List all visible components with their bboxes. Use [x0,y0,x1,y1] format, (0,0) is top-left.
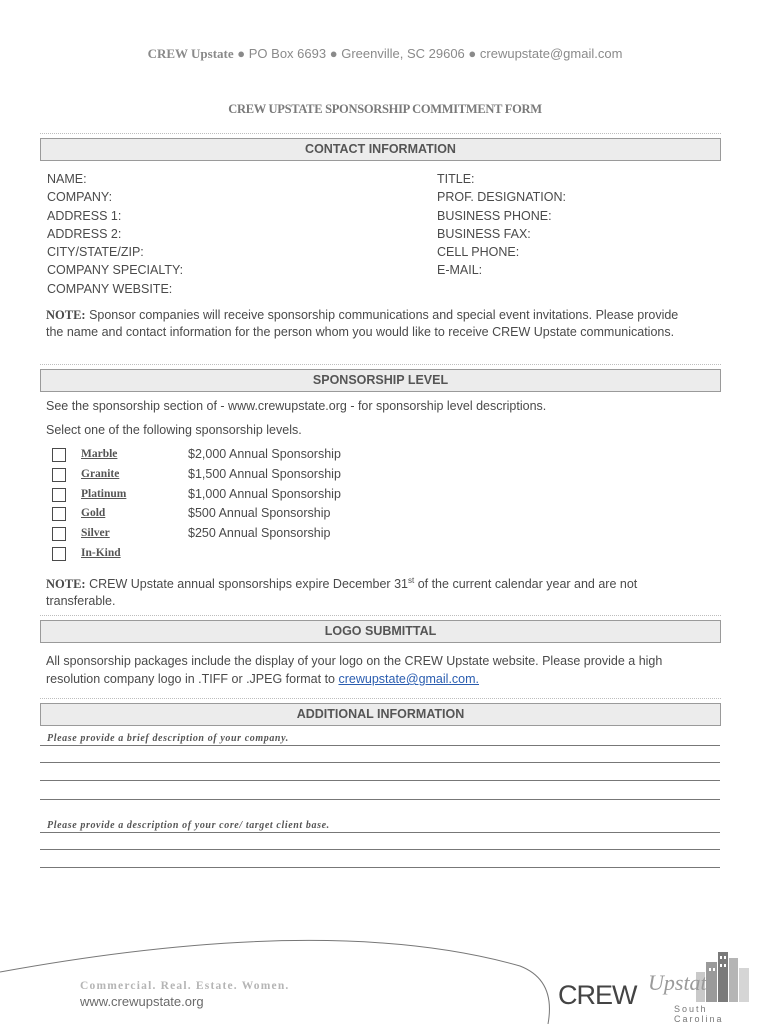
level-row-silver [52,526,452,546]
sponsorship-instruction: Select one of the following sponsorship levels. [46,423,302,437]
level-desc-granite: $1,500 Annual Sponsorship [188,467,341,481]
sponsorship-intro: See the sponsorship section of - www.crewupstate.org - for sponsorship level descriptions. [46,399,547,413]
field-label-cell-phone: CELL PHONE: [437,245,520,260]
level-row-gold [52,506,452,526]
field-label-company-specialty: COMPANY SPECIALTY: [47,263,184,278]
field-label-prof-designation: PROF. DESIGNATION: [437,190,566,205]
field-label-business-phone: BUSINESS PHONE: [437,208,552,223]
bullet-separator: ● [237,46,246,61]
write-line[interactable] [40,867,720,868]
level-desc-gold: $500 Annual Sponsorship [188,506,331,520]
checkbox-granite[interactable] [52,468,66,482]
level-name-marble: Marble [81,448,118,460]
contact-fields-right [437,170,566,280]
logo-region-text: South Carolina [674,1004,724,1024]
level-name-gold: Gold [81,507,106,519]
bullet-separator: ● [329,46,338,61]
section-header-contact: CONTACT INFORMATION [40,138,721,161]
logo-upstate-text: Upstate [648,970,717,995]
field-label-company: COMPANY: [47,190,113,205]
level-name-silver: Silver [81,527,110,539]
field-label-email: E-MAIL: [437,263,483,278]
level-row-marble [52,447,452,467]
letterhead [0,46,770,62]
write-line[interactable] [40,799,720,800]
level-row-platinum [52,487,452,507]
sponsorship-note [46,573,686,609]
letterhead-po-box: PO Box 6693 [248,46,327,61]
field-label-address-1: ADDRESS 1: [47,208,122,223]
note-text: Sponsor companies will receive sponsorship communications and special event invitations. Please provide the name and contact information for the person whom you would like to receive CREW Upstate communications. [46,308,679,339]
write-line[interactable] [40,849,720,850]
level-row-in-kind [52,546,452,566]
contact-note [46,307,686,340]
divider [40,698,721,699]
divider [40,133,721,134]
level-desc-silver: $250 Annual Sponsorship [188,526,331,540]
field-label-title: TITLE: [437,172,475,186]
form-title: CREW UPSTATE SPONSORSHIP COMMITMENT FORM [228,102,542,116]
divider [40,615,721,616]
contact-fields-left [47,170,183,298]
field-label-company-website: COMPANY WEBSITE: [47,281,173,296]
logo-instructions-text: All sponsorship packages include the display of your logo on the CREW Upstate website. Please provide a high resolution company logo in .TIFF or .JPEG format to [46,654,663,686]
note-label: NOTE: [46,308,86,322]
prompt-company-description: Please provide a brief description of your company. [47,733,289,744]
write-line[interactable] [40,832,720,833]
checkbox-gold[interactable] [52,507,66,521]
level-name-granite: Granite [81,468,120,480]
level-name-platinum: Platinum [81,488,127,500]
write-line[interactable] [40,762,720,763]
note-label: NOTE: [46,577,86,592]
logo-crew-text: CREW [558,980,637,1010]
section-header-logo: LOGO SUBMITTAL [40,620,721,643]
section-header-additional: ADDITIONAL INFORMATION [40,703,721,726]
level-desc-marble: $2,000 Annual Sponsorship [188,447,341,461]
field-label-name: NAME: [47,172,87,186]
checkbox-platinum[interactable] [52,488,66,502]
prompt-client-base: Please provide a description of your core/ target client base. [47,820,330,831]
letterhead-email: crewupstate@gmail.com [479,46,623,61]
note-text-b: of the current calendar year and are not transferable. [46,577,638,608]
checkbox-in-kind[interactable] [52,547,66,561]
email-link[interactable]: crewupstate@gmail.com. [338,672,479,686]
footer-website: www.crewupstate.org [80,994,204,1009]
bullet-separator: ● [468,46,477,61]
write-line[interactable] [40,745,720,746]
note-text-a: CREW Upstate annual sponsorships expire December 31 [85,577,408,592]
crew-upstate-logo [556,944,756,1024]
field-label-city-state-zip: CITY/STATE/ZIP: [47,245,144,260]
write-line[interactable] [40,780,720,781]
letterhead-city: Greenville, SC 29606 [341,46,465,61]
level-desc-platinum: $1,000 Annual Sponsorship [188,487,341,501]
section-header-sponsorship: SPONSORSHIP LEVEL [40,369,721,392]
checkbox-marble[interactable] [52,448,66,462]
field-label-address-2: ADDRESS 2: [47,226,122,241]
field-label-business-fax: BUSINESS FAX: [437,226,531,241]
logo-instructions [46,652,696,688]
divider [40,364,721,365]
letterhead-org: CREW Upstate [147,46,234,61]
checkbox-silver[interactable] [52,527,66,541]
footer-tagline: Commercial. Real. Estate. Women. [80,980,290,992]
note-superscript: st [407,576,415,585]
level-row-granite [52,467,452,487]
level-name-in-kind: In-Kind [81,547,121,559]
